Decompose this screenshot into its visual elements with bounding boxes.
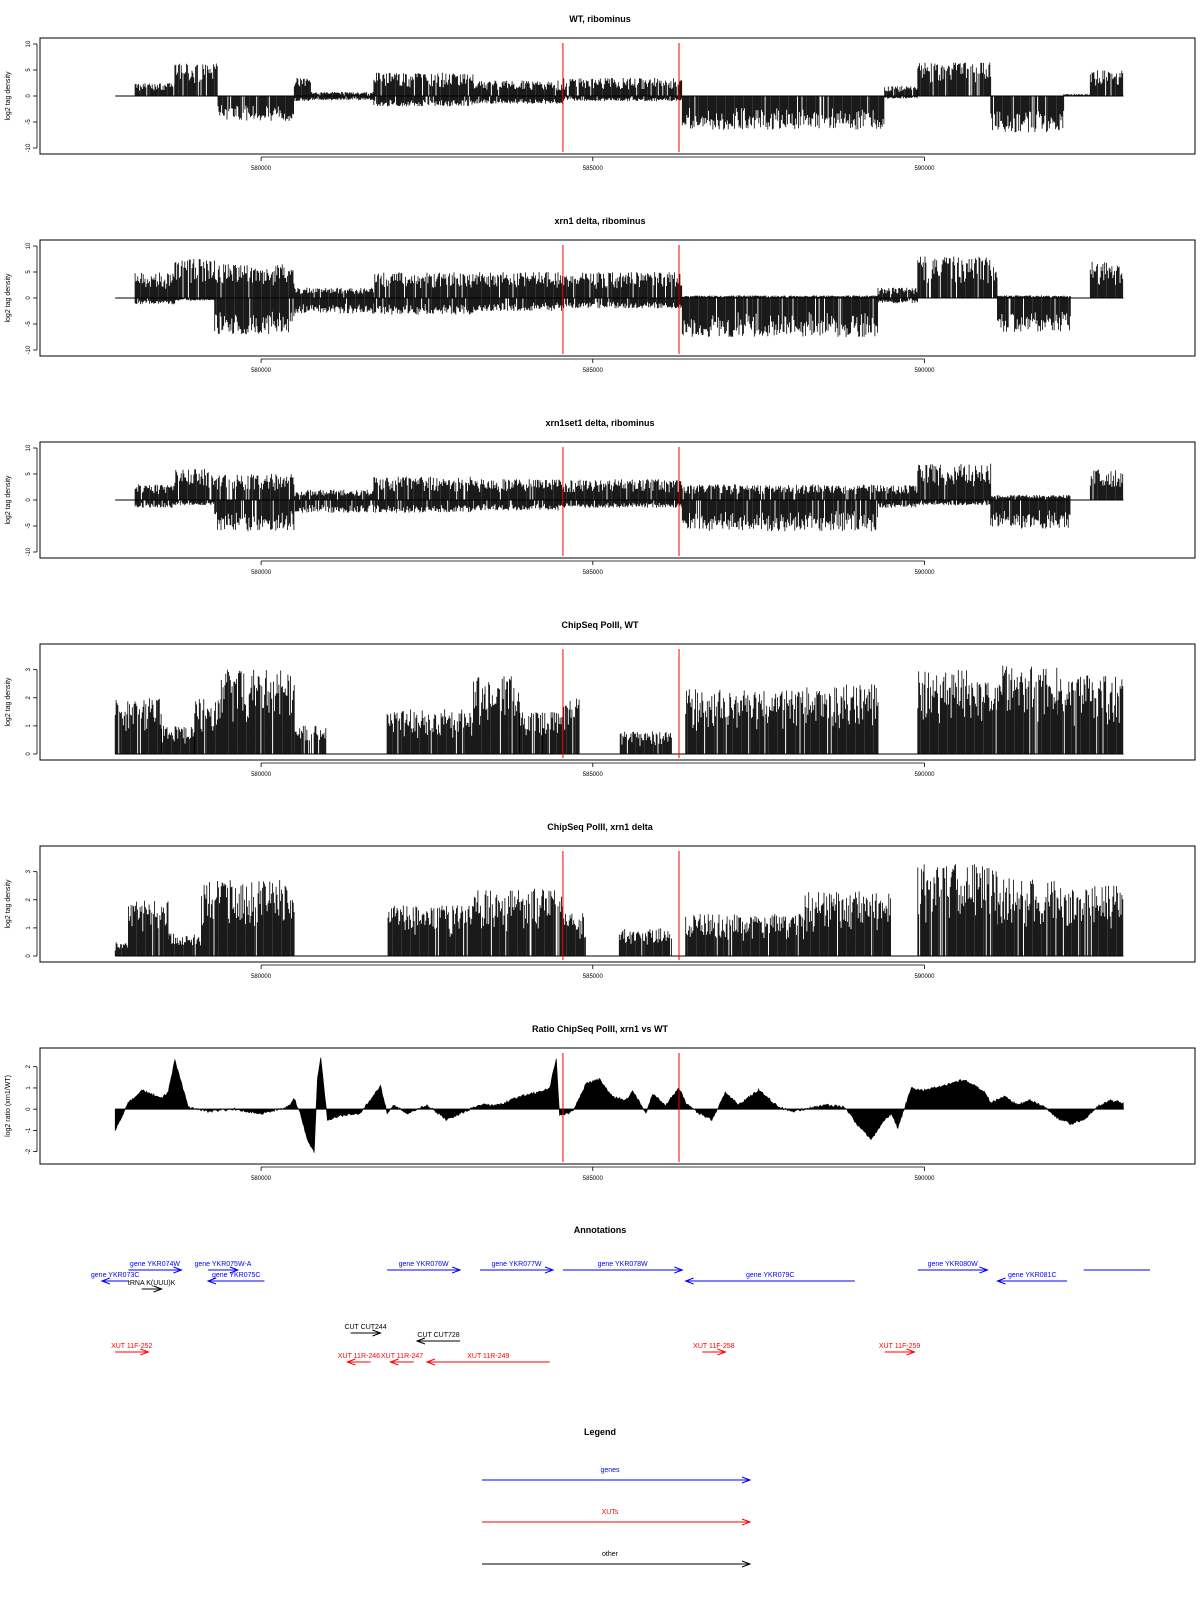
feature-label: gene YKR074W xyxy=(129,1261,181,1268)
y-tick-label: 0 xyxy=(26,752,32,756)
legend-title: Legend xyxy=(583,1427,617,1437)
y-tick-label: -5 xyxy=(26,523,32,529)
y-tick-label: -2 xyxy=(26,1148,32,1155)
x-tick-label: 590000 xyxy=(914,166,935,172)
panel-title: xrn1set1 delta, ribominus xyxy=(545,418,655,428)
y-tick-label: 0 xyxy=(26,954,32,958)
feature-label: gene YKR079C xyxy=(745,1272,795,1279)
y-tick-label: 2 xyxy=(26,1065,32,1069)
y-tick-label: 5 xyxy=(26,68,32,72)
x-tick-label: 585000 xyxy=(582,166,603,172)
feature-label: XUT 11F-258 xyxy=(693,1343,735,1350)
x-tick-label: 590000 xyxy=(914,1176,935,1182)
y-tick-label: 0 xyxy=(26,296,32,300)
panel-title: ChipSeq PolII, xrn1 delta xyxy=(547,822,653,832)
y-tick-label: 3 xyxy=(26,668,32,672)
y-tick-label: 2 xyxy=(26,696,32,700)
panel-title: WT, ribominus xyxy=(569,14,631,24)
feature-label: XUT 11R-247 xyxy=(380,1353,424,1360)
feature-label: gene YKR075W-A xyxy=(194,1261,252,1268)
legend-item-label: genes xyxy=(600,1467,620,1474)
y-tick-label: -10 xyxy=(26,345,32,355)
y-tick-label: -10 xyxy=(26,547,32,557)
x-tick-label: 580000 xyxy=(251,772,272,778)
panel-title: xrn1 delta, ribominus xyxy=(554,216,646,226)
feature-label: XUT 11R-249 xyxy=(467,1353,510,1360)
y-axis-label: log2 ratio (xrn1/WT) xyxy=(5,1075,12,1137)
y-tick-label: 0 xyxy=(26,498,32,502)
feature-label: gene YKR077W xyxy=(491,1261,542,1268)
y-axis-label: log2 tag density xyxy=(5,71,12,121)
x-tick-label: 585000 xyxy=(582,772,603,778)
legend-item-label: XUTs xyxy=(601,1509,619,1516)
x-tick-label: 585000 xyxy=(582,570,603,576)
y-tick-label: 10 xyxy=(26,40,32,48)
y-tick-label: 1 xyxy=(26,926,32,930)
feature-label: XUT 11R-246 xyxy=(337,1353,381,1360)
x-tick-label: 590000 xyxy=(914,570,935,576)
y-tick-label: 0 xyxy=(26,1107,32,1111)
feature-label: gene YKR076W xyxy=(398,1261,449,1268)
y-tick-label: 1 xyxy=(26,724,32,728)
y-tick-label: 5 xyxy=(26,472,32,476)
feature-label: gene YKR075C xyxy=(211,1272,261,1279)
feature-label: XUT 11F-259 xyxy=(878,1343,921,1350)
y-tick-label: -5 xyxy=(26,321,32,327)
y-tick-label: -1 xyxy=(26,1127,32,1134)
y-tick-label: 10 xyxy=(26,242,32,250)
x-tick-label: 580000 xyxy=(251,974,272,980)
x-tick-label: 580000 xyxy=(251,368,272,374)
annotations-title: Annotations xyxy=(573,1225,627,1235)
legend-item-label: other xyxy=(602,1551,618,1558)
feature-label: CUT CUT244 xyxy=(344,1324,387,1331)
x-tick-label: 580000 xyxy=(251,166,272,172)
x-tick-label: 580000 xyxy=(251,1176,272,1182)
x-tick-label: 585000 xyxy=(582,1176,603,1182)
y-tick-label: 10 xyxy=(26,444,32,452)
feature-label: tRNA K(UUU)K xyxy=(127,1280,176,1287)
feature-label: gene YKR078W xyxy=(597,1261,648,1268)
y-axis-label: log2 tag density xyxy=(5,677,12,727)
y-tick-label: -10 xyxy=(26,143,32,153)
feature-label: gene YKR080W xyxy=(927,1261,978,1268)
x-tick-label: 585000 xyxy=(582,974,603,980)
y-tick-label: 2 xyxy=(26,898,32,902)
panel-title: Ratio ChipSeq PolII, xrn1 vs WT xyxy=(531,1024,669,1034)
y-tick-label: 0 xyxy=(26,94,32,98)
y-tick-label: 1 xyxy=(26,1086,32,1090)
feature-label: CUT CUT728 xyxy=(417,1332,460,1339)
feature-label: XUT 11F-252 xyxy=(111,1343,153,1350)
x-tick-label: 590000 xyxy=(914,772,935,778)
panel-title: ChipSeq PolII, WT xyxy=(561,620,639,630)
feature-label: gene YKR073C xyxy=(90,1272,140,1279)
y-tick-label: 5 xyxy=(26,270,32,274)
y-axis-label: log2 tag density xyxy=(5,273,12,323)
y-axis-label: log2 tag density xyxy=(5,879,12,929)
feature-label: gene YKR081C xyxy=(1007,1272,1057,1279)
y-axis-label: log2 tag density xyxy=(5,475,12,525)
x-tick-label: 590000 xyxy=(914,368,935,374)
x-tick-label: 585000 xyxy=(582,368,603,374)
y-tick-label: -5 xyxy=(26,119,32,125)
y-tick-label: 3 xyxy=(26,870,32,874)
x-tick-label: 580000 xyxy=(251,570,272,576)
x-tick-label: 590000 xyxy=(914,974,935,980)
